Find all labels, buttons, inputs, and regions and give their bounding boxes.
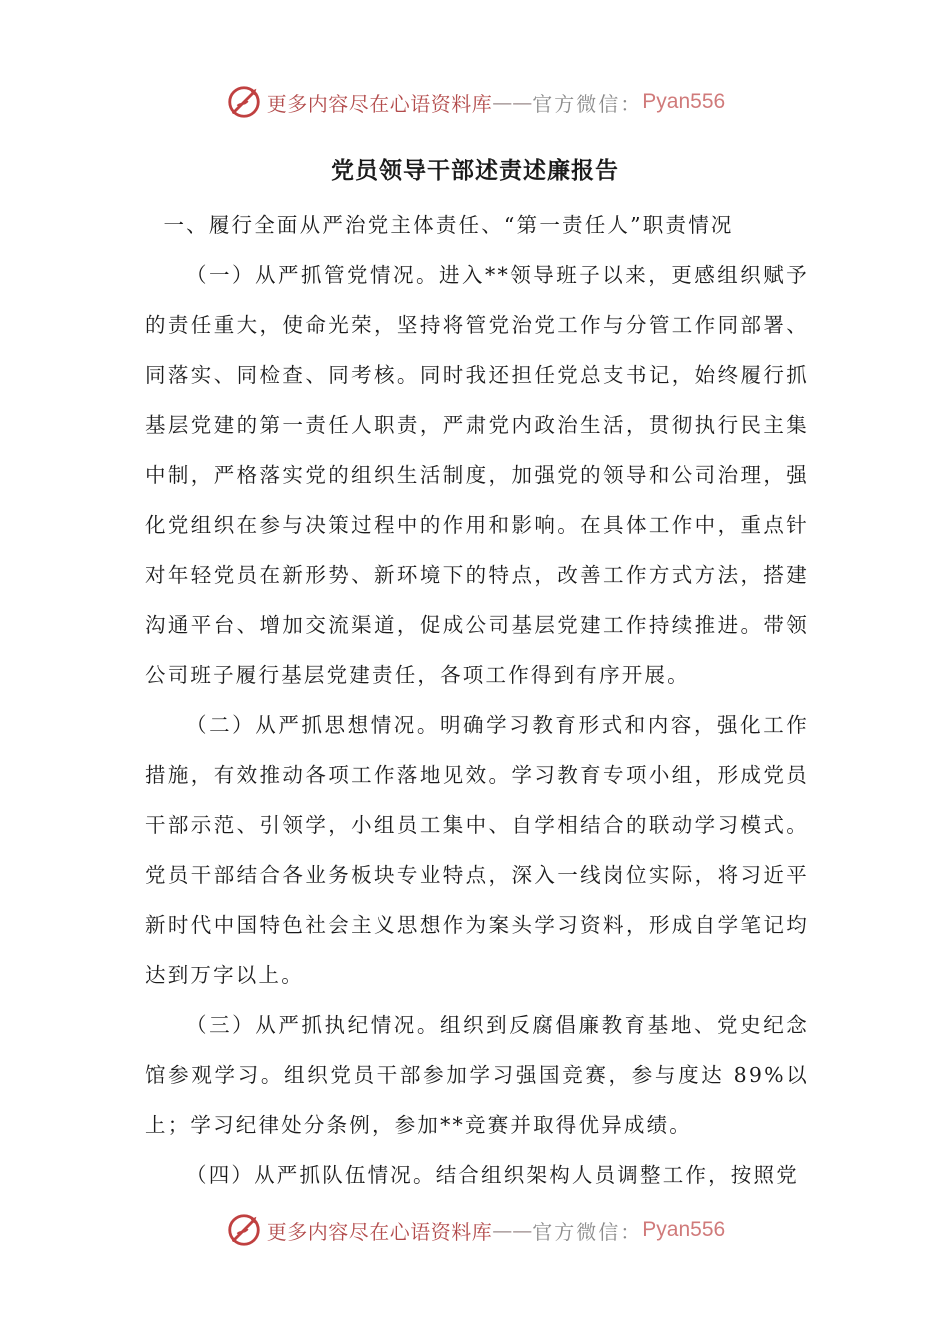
watermark-brand: 更多内容尽在心语资料库 <box>266 91 493 116</box>
watermark-banner-bottom <box>0 1210 950 1250</box>
watermark-official-label: 官方微信： <box>532 91 643 116</box>
paragraph-3: （三）从严抓执纪情况。组织到反腐倡廉教育基地、党史纪念馆参观学习。组织党员干部参加学习强国竞赛，参与度达 89%以上；学习纪律处分条例，参加**竞赛并取得优异成绩。 <box>145 1013 809 1137</box>
watermark-separator: —— <box>492 1218 533 1242</box>
section-heading: 一、履行全面从严治党主体责任、“第一责任人”职责情况 <box>163 213 734 237</box>
pen-logo-icon <box>225 1211 263 1249</box>
watermark-separator: —— <box>492 90 533 114</box>
watermark-brand: 更多内容尽在心语资料库 <box>266 1219 493 1244</box>
document-title: 党员领导干部述责述廉报告 <box>331 157 619 184</box>
document-body <box>145 200 809 1200</box>
paragraph-1: （一）从严抓管党情况。进入**领导班子以来，更感组织赋予的责任重大，使命光荣，坚持将管党治党工作与分管工作同部署、同落实、同检查、同考核。同时我还担任党总支书记，始终履行抓基层党建的第一责任人职责，严肃党内政治生活，贯彻执行民主集中制，严格落实党的组织生活制度，加强党的领导和公司治理，强化党组织在参与决策过程中的作用和影响。在具体工作中，重点针对年轻党员在新形势、新环境下的特点，改善工作方式方法，搭建沟通平台、增加交流渠道，促成公司基层党建工作持续推进。带领公司班子履行基层党建责任，各项工作得到有序开展。 <box>145 263 809 687</box>
watermark-handle: Pyan556 <box>642 1218 726 1241</box>
paragraph-2: （二）从严抓思想情况。明确学习教育形式和内容，强化工作措施，有效推动各项工作落地见效。学习教育专项小组，形成党员干部示范、引领学，小组员工集中、自学相结合的联动学习模式。党员干部结合各业务板块专业特点，深入一线岗位实际，将习近平新时代中国特色社会主义思想作为案头学习资料，形成自学笔记均达到万字以上。 <box>145 713 809 987</box>
watermark-banner-top <box>0 82 950 122</box>
watermark-handle: Pyan556 <box>642 90 726 113</box>
paragraph-4: （四）从严抓队伍情况。结合组织架构人员调整工作，按照党 <box>186 1163 799 1187</box>
watermark-official-label: 官方微信： <box>532 1219 643 1244</box>
pen-logo-icon <box>225 83 263 121</box>
